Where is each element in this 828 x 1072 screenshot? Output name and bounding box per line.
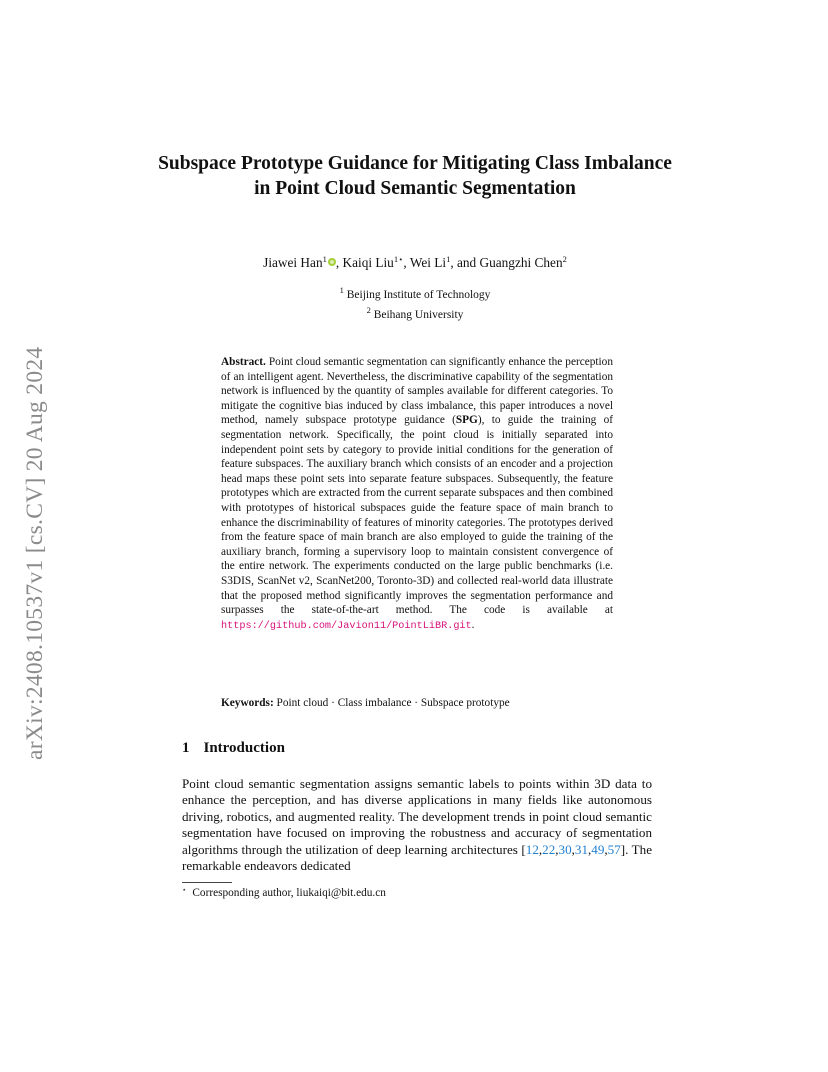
author-list [150,254,680,271]
footnote [182,886,386,899]
keywords-label: Keywords: [221,697,274,709]
author-affiliation-mark: 2 [562,254,567,264]
abstract-label: Abstract. [221,356,266,368]
author-separator: , [403,255,410,270]
author-separator: , and [450,255,480,270]
citation-link[interactable]: 49 [591,841,605,857]
author-affiliation-mark: 1⋆ [393,254,404,264]
citation-link[interactable]: 31 [574,841,588,857]
author-name: Jiawei Han [263,255,323,270]
keywords [221,697,613,709]
affiliation-name: Beijing Institute of Technology [346,289,491,301]
abstract [221,355,613,634]
code-link[interactable]: https://github.com/Javion11/PointLiBR.git [221,620,472,632]
abstract-text: ), to guide the training of segmentation network. Specifically, the point cloud is initially separated into independent point sets by category to provide initial conditions for the generation of feature subspaces. The auxiliary branch which consists of an encoder and a projection head maps these point sets into separate feature subspaces. Subsequently, the feature prototypes which are extracted from the current separate subspaces and then combined with prototypes of historical subspaces guide the feature space of main branch to enhance the discriminability of features of minority categories. The prototypes derived from the feature space of main branch are also employed to guide the training of the auxiliary branch, forming a supervisory loop to maintain consistent convergence of the entire network. The experiments conducted on the large public benchmarks (i.e. S3DIS, ScanNet v2, ScanNet200, Toronto-3D) and collected real-world data illustrate that the proposed method significantly improves the segmentation performance and surpasses the state-of-the-art method. The code is available at [221,414,613,617]
affiliation-number: 2 [366,305,371,315]
section-title: Introduction [203,740,285,756]
citation-link[interactable]: 30 [558,841,572,857]
author-name: Guangzhi Chen [479,255,563,270]
introduction-paragraph: Point cloud semantic segmentation assigns semantic labels to points within 3D data to enhance the perception, and has diverse applications in many fields like autonomous driving, robotics, and augmented reality. The development trends in point cloud semantic segmentation have focused on improving the robustness and accuracy of segmentation algorithms through the utilization of deep learning architectures [12,22,30,31,49,57]. The remarkable endeavors dedicated [182,776,653,874]
method-acronym: SPG [455,414,478,427]
affiliation [150,303,680,323]
section-heading [182,740,285,757]
footnote-rule [182,882,232,883]
arxiv-identifier: arXiv:2408.10537v1 [cs.CV] 20 Aug 2024 [22,346,48,760]
footnote-mark: ⋆ [182,886,187,894]
body-text: ]. The remarkable endeavors dedicated [182,841,653,874]
citation-link[interactable]: 22 [542,841,556,857]
body-text: Point cloud semantic segmentation assigns semantic labels to points within 3D data to enhance the perception, and has diverse applications in many fields like autonomous driving, robotics, and augmented reality. The development trends in point cloud semantic segmentation have focused on improving the robustness and accuracy of segmentation algorithms through the utilization of deep learning architectures [ [182,776,652,857]
affiliation-number: 1 [339,285,344,295]
footnote-text: Corresponding author, liukaiqi@bit.edu.cn [192,887,386,899]
author-name: Kaiqi Liu [342,255,394,270]
abstract-text: . [471,618,475,631]
paper-title: Subspace Prototype Guidance for Mitigating Class Imbalance in Point Cloud Semantic Segmentation [158,153,672,199]
orcid-icon[interactable] [328,258,336,266]
affiliations [150,283,680,323]
citation-link[interactable]: 12 [525,841,539,857]
author-name: Wei Li [409,255,447,270]
affiliation [150,283,680,303]
author-affiliation-mark: 1 [322,254,327,264]
abstract-text: Point cloud semantic segmentation can significantly enhance the perception of an intelligent agent. Nevertheless, the discriminative capability of the segmentation network is influenced by the quantity of samples available for different categories. To mitigate the cognitive bias induced by class imbalance, this paper introduces a novel method, namely subspace prototype guidance ( [221,356,613,427]
section-number: 1 [182,740,190,756]
affiliation-name: Beihang University [373,309,464,321]
keywords-text: Point cloud · Class imbalance · Subspace prototype [276,697,510,709]
author-affiliation-mark: 1 [446,254,451,264]
citation-link[interactable]: 57 [607,841,621,857]
author-separator: , [335,255,343,270]
